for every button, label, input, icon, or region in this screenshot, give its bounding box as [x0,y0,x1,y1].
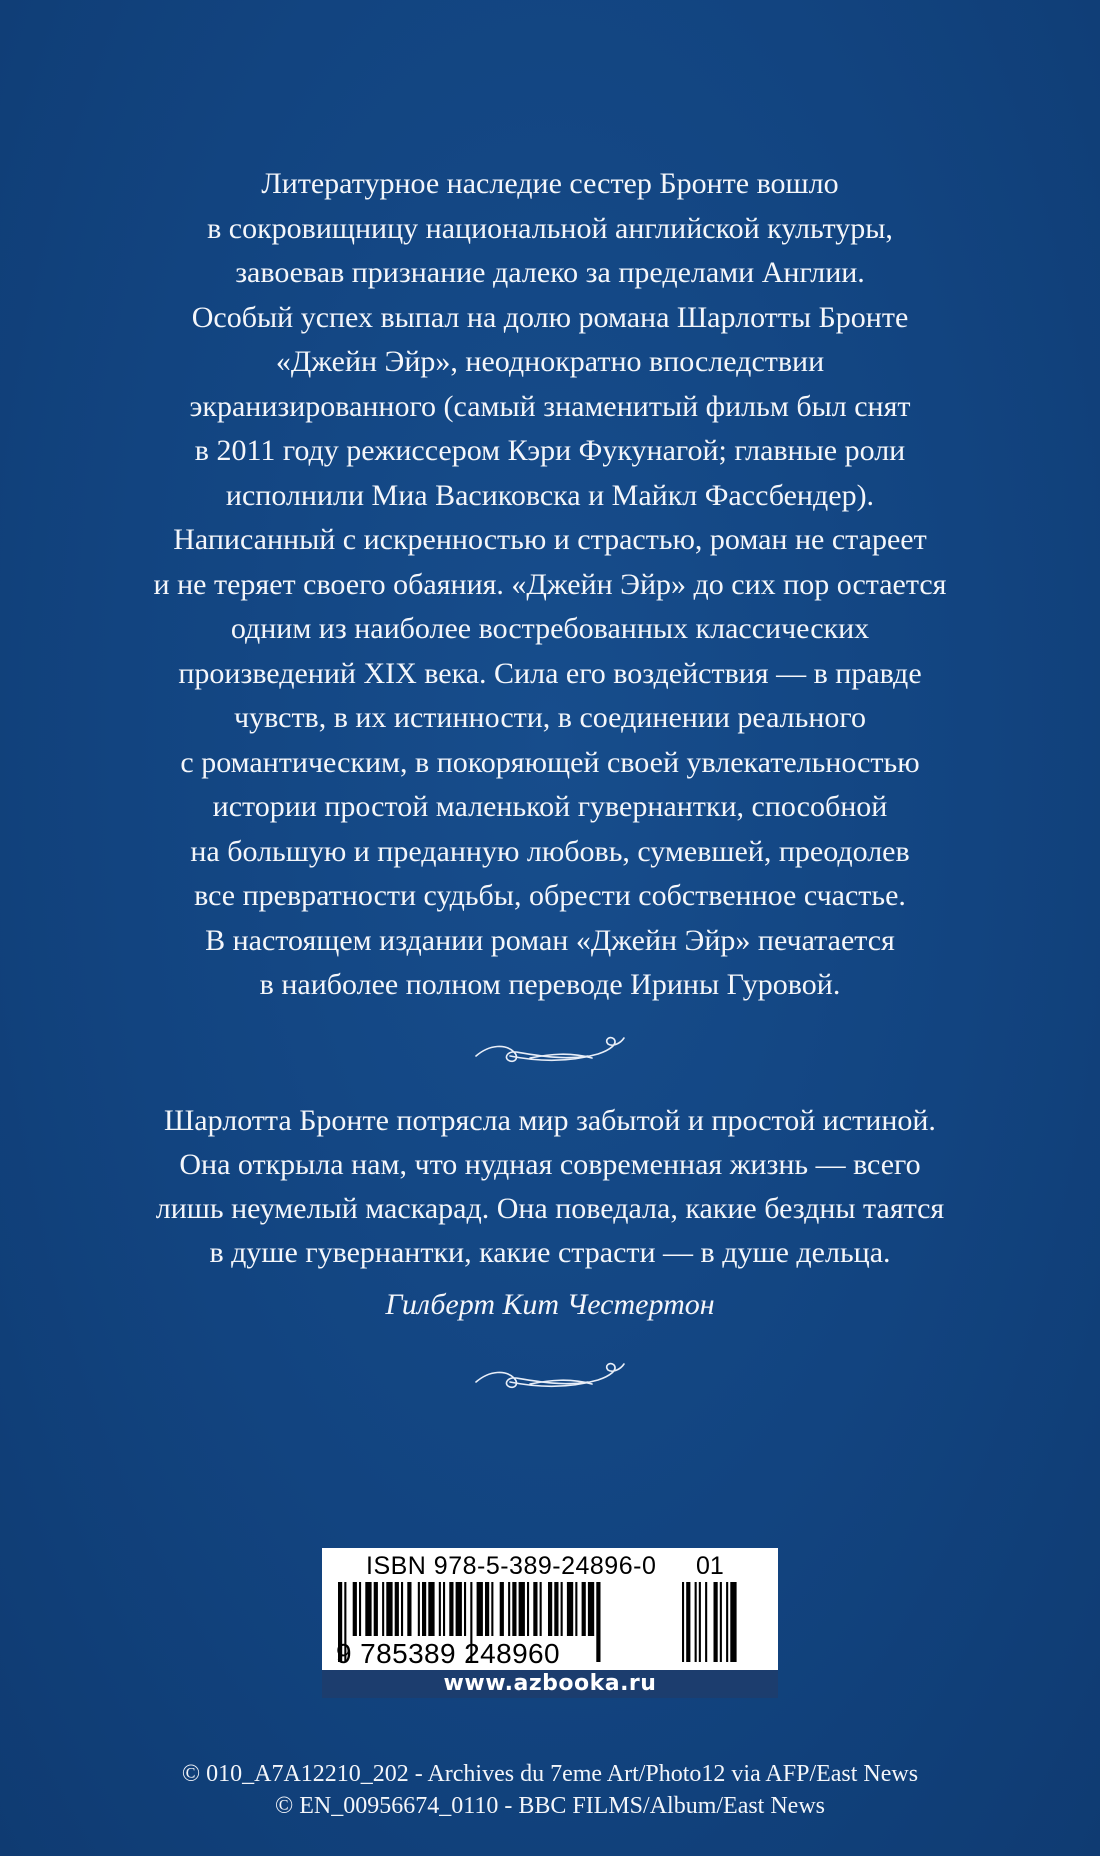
barcode-addon-bar [714,1582,718,1662]
blurb-line: произведений XIX века. Сила его воздействия — в правде [178,656,922,690]
isbn-barcode [322,1548,778,1698]
barcode-bar [439,1582,441,1636]
credit-line: © 010_A7A12210_202 - Archives du 7eme Art/Photo12 via AFP/East News [181,1761,919,1787]
quote-line: лишь неумелый маскарад. Она поведала, какие бездны таятся [155,1192,945,1225]
barcode-bar [382,1582,384,1636]
blurb-line: завоевав признание далеко за пределами Англии. [235,256,865,289]
blurb-line: Написанный с искренностью и страстью, роман не стареет [173,523,927,556]
barcode-bar [485,1582,489,1636]
quote-line: Шарлотта Бронте потрясла мир забытой и простой истиной. [164,1104,936,1137]
barcode-bar [582,1582,586,1636]
barcode-bar [449,1582,453,1636]
barcode-addon-bar [695,1582,697,1662]
barcode-bar [554,1582,558,1636]
quote-line: в душе гувернантки, какие страсти — в душе дельца. [209,1236,891,1269]
barcode-bar [491,1582,493,1636]
barcode-bar [540,1582,542,1636]
blurb-line: все превратности судьбы, обрести собственное счастье. [194,879,906,912]
barcode-bar [567,1582,573,1636]
barcode-addon-bar [686,1582,690,1662]
barcode-bar [386,1582,392,1636]
barcode-bar [428,1582,434,1636]
barcode-bar [418,1582,420,1636]
barcode-addon-bar [720,1582,722,1662]
credit-line: © EN_00956674_0110 - BBC FILMS/Album/East News [274,1793,826,1819]
barcode-bar [374,1582,378,1636]
barcode-bar [401,1582,403,1636]
blurb-text [60,162,1040,1008]
flourish-ornament-icon [470,1358,630,1398]
blurb-line: В настоящем издании роман «Джейн Эйр» печатается [205,923,895,957]
isbn-label: ISBN 978-5-389-24896-0 [366,1552,657,1580]
blurb-line: с романтическим, в покоряющей своей увлекательностью [180,745,920,779]
quote-line: Она открыла нам, что нудная современная жизнь — всего [179,1148,921,1181]
barcode-bar [519,1582,525,1636]
barcode-bar [407,1582,411,1636]
photo-credits [40,1758,1060,1822]
isbn-addon: 01 [696,1552,724,1580]
barcode-bar [548,1582,552,1636]
barcode-addon-bar [699,1582,701,1662]
barcode-bar [443,1582,445,1636]
flourish-ornament-icon [470,1032,630,1072]
barcode-bar [359,1582,361,1636]
barcode-bar [512,1582,516,1636]
barcode-addon-bar [726,1582,728,1662]
ean-digits: 9 785389 248960 [336,1638,560,1669]
barcode-bar [464,1582,466,1636]
blurb-line: чувств, в их истинности, в соединении реального [234,701,866,734]
barcode-bar [422,1582,426,1636]
barcode-bar [456,1582,462,1636]
barcode-bar [353,1582,357,1636]
blurb-line: Литературное наследие сестер Бронте вошло [261,167,839,200]
blurb-line: в 2011 году режиссером Кэри Фукунагой; главные роли [194,434,906,467]
blurb-line: экранизированного (самый знаменитый фильм был снят [189,389,911,423]
blurb-line: «Джейн Эйр», неоднократно впоследствии [275,345,825,378]
blurb-line: в наиболее полном переводе Ирины Гуровой. [259,968,841,1001]
blurb-line: Особый успех выпал на долю романа Шарлотты Бронте [191,300,909,334]
blurb-line: исполнили Миа Васиковска и Майкл Фассбендер). [225,478,875,512]
barcode-bar [365,1582,371,1636]
quote-author: Гилберт Кит Честертон [385,1288,715,1321]
barcode-bar [395,1582,399,1636]
blurb-line: в сокровищницу национальной английской культуры, [207,211,893,245]
blurb-line: на большую и преданную любовь, сумевшей, преодолев [190,834,910,868]
barcode-bar [500,1582,504,1636]
publisher-url: www.azbooka.ru [322,1670,778,1698]
barcode-addon-bar [682,1582,684,1662]
blurb-line: и не теряет своего обаяния. «Джейн Эйр» до сих пор остается [153,567,947,601]
barcode-addon-bar [730,1582,736,1662]
barcode-bar [533,1582,537,1636]
barcode-bar [561,1582,563,1636]
barcode-bar [596,1582,600,1662]
barcode-bar [477,1582,483,1636]
barcode-addon-bar [705,1582,707,1662]
barcode-bar [527,1582,529,1636]
barcode-bar [588,1582,594,1636]
barcode-bar [575,1582,577,1636]
barcode-bar [508,1582,510,1636]
blurb-line: одним из наиболее востребованных классических [230,612,870,645]
quote-text [60,1099,1040,1275]
blurb-line: истории простой маленькой гувернантки, способной [212,790,888,823]
